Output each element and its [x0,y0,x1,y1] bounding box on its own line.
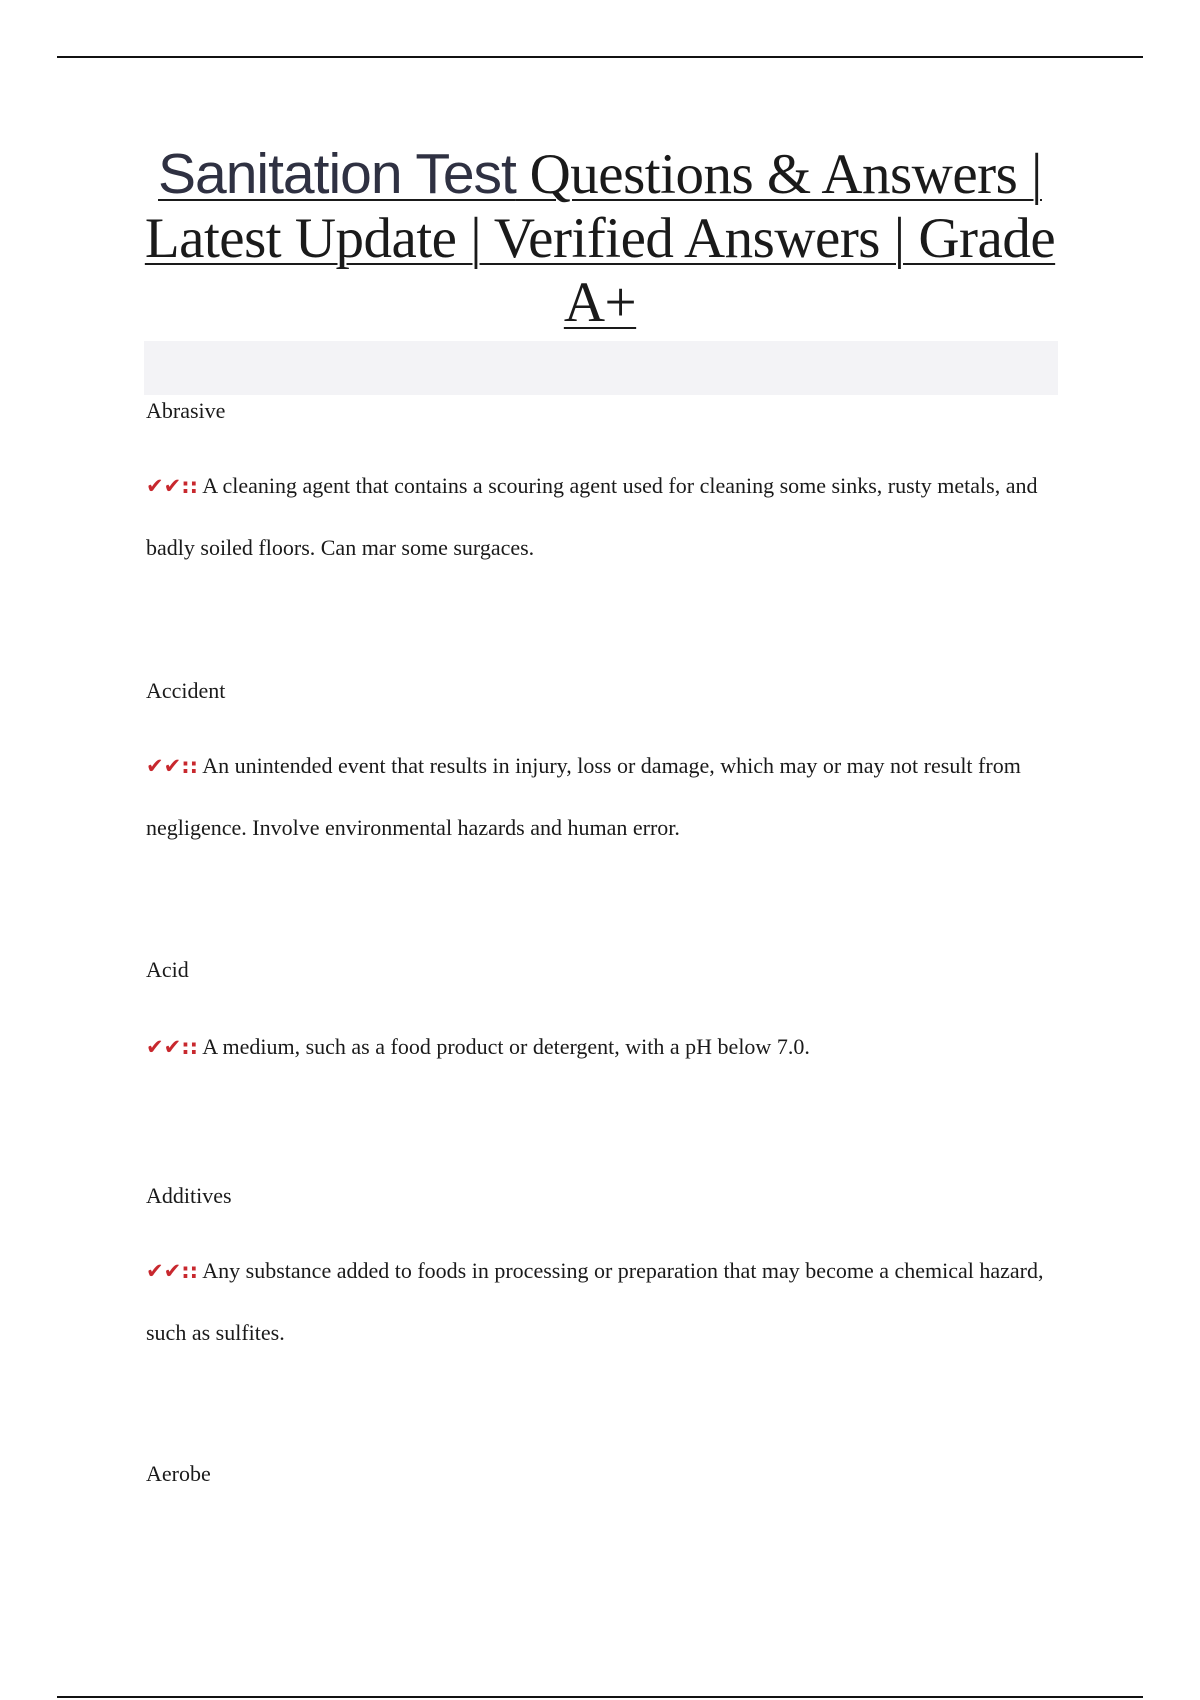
double-check-icon: ✔✔:: [146,1259,198,1283]
answer-text: An unintended event that results in injury, loss or damage, which may or may not result from negligence. Involve environmental hazards and human error. [146,753,1021,840]
qa-entry [146,397,1066,425]
double-check-icon: ✔✔:: [146,1035,198,1059]
document-title [120,142,1080,335]
term: Aerobe [146,1461,211,1486]
term: Accident [146,678,226,703]
answer-text: A cleaning agent that contains a scouring agent used for cleaning some sinks, rusty metals, and badly soiled floors. Can mar some surgaces. [146,473,1038,560]
bottom-rule [57,1696,1143,1698]
qa-entry [146,1182,1066,1210]
title-part-sans: Sanitation Test [158,142,516,206]
answer-block [146,1240,1066,1364]
answer [146,1240,1066,1364]
answer-text: A medium, such as a food product or detergent, with a pH below 7.0. [202,1034,810,1059]
top-rule [57,56,1143,58]
answer-block [146,1016,1066,1078]
title-part-serif: Questions & Answers | [515,143,1042,206]
qa-entry [146,956,1066,984]
shaded-band [144,341,1058,395]
answer-text: Any substance added to foods in processing or preparation that may become a chemical hazard, such as sulfites. [146,1258,1044,1345]
answer-block [146,735,1066,859]
title-line-3: A+ [563,271,637,334]
double-check-icon: ✔✔:: [146,754,198,778]
answer [146,1016,1066,1078]
term: Acid [146,957,189,982]
qa-entry [146,1460,1066,1488]
answer [146,735,1066,859]
answer [146,455,1066,579]
double-check-icon: ✔✔:: [146,474,198,498]
term: Additives [146,1183,232,1208]
title-line-2: Latest Update | Verified Answers | Grade [144,207,1056,270]
qa-entry [146,677,1066,705]
term: Abrasive [146,398,226,423]
answer-block [146,455,1066,579]
